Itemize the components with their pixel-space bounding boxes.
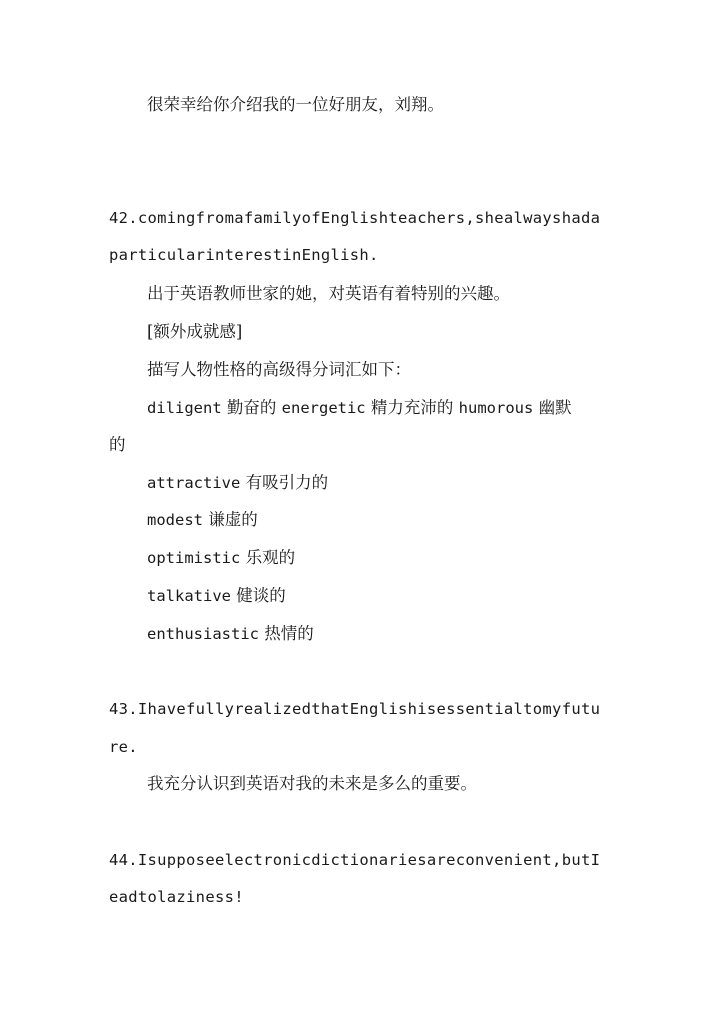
vocab-item: [147, 475, 328, 492]
bonus-heading: [额外成就感]: [147, 322, 243, 341]
vocab-word-diligent: diligent: [147, 399, 222, 417]
vocab-meaning-humorous: 幽默: [538, 398, 572, 417]
item-42-line-1: 42.comingfromafamilyofEnglishteachers,shealwayshada: [109, 209, 601, 227]
vocab-word: talkative: [147, 587, 231, 605]
vocab-meaning: 热情的: [264, 624, 314, 643]
vocab-word: attractive: [147, 474, 241, 492]
intro-translation: 很荣幸给你介绍我的一位好朋友，刘翔。: [147, 95, 444, 114]
vocab-row-1-wrap: 的: [109, 435, 126, 454]
bonus-intro: 描写人物性格的高级得分词汇如下：: [147, 360, 411, 379]
vocab-meaning-diligent: 勤奋的: [226, 398, 277, 417]
vocab-word-energetic: energetic: [281, 399, 366, 417]
item-42-translation: 出于英语教师世家的她，对英语有着特别的兴趣。: [147, 284, 510, 303]
item-43-translation: 我充分认识到英语对我的未来是多么的重要。: [147, 774, 477, 793]
vocab-meaning: 健谈的: [236, 586, 286, 605]
vocab-word: modest: [147, 511, 203, 529]
vocab-item: [147, 588, 286, 605]
item-43-line-2: re.: [109, 738, 138, 756]
vocab-word: enthusiastic: [147, 625, 259, 643]
item-43-line-1: 43.IhavefullyrealizedthatEnglishisessentialtomyfutu: [109, 700, 601, 718]
vocab-meaning-energetic: 精力充沛的: [370, 398, 454, 417]
item-44-line-2: eadtolaziness!: [109, 888, 244, 906]
vocab-item: [147, 512, 258, 529]
vocab-word-humorous: humorous: [458, 399, 534, 417]
vocab-item: [147, 550, 295, 567]
vocab-row-1: [147, 400, 572, 417]
vocab-word: optimistic: [147, 549, 241, 567]
vocab-item: [147, 626, 314, 643]
vocab-meaning: 乐观的: [245, 548, 296, 567]
vocab-meaning: 谦虚的: [208, 510, 258, 529]
item-42-line-2: particularinterestinEnglish.: [109, 246, 379, 264]
item-44-line-1: 44.Isupposeelectronicdictionariesareconvenient,butI: [109, 851, 601, 869]
vocab-meaning: 有吸引力的: [245, 473, 329, 492]
